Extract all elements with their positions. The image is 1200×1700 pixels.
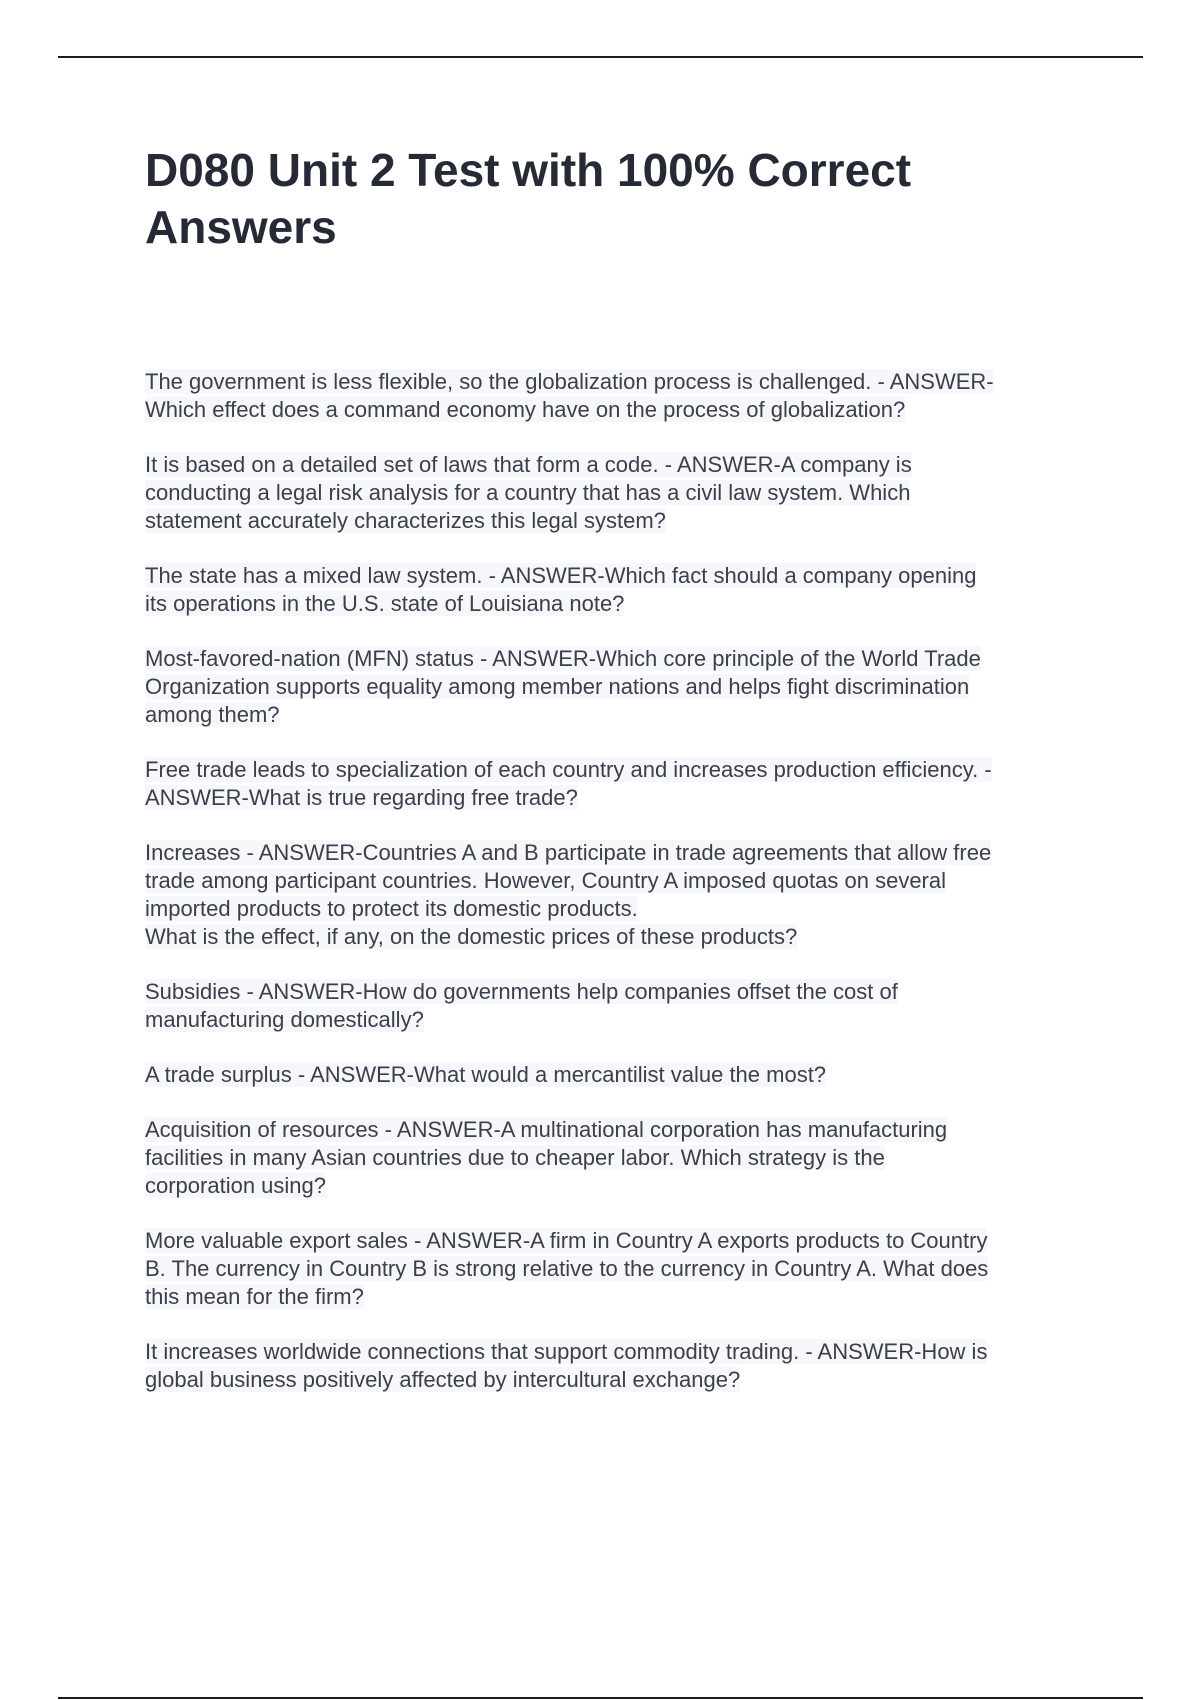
qa-item [145, 1116, 1080, 1200]
qa-line [145, 1172, 1080, 1200]
qa-line-text: Organization supports equality among member nations and helps fight discrimination [145, 674, 970, 699]
qa-line-text: B. The currency in Country B is strong relative to the currency in Country A. What does [145, 1256, 989, 1281]
qa-line [145, 645, 1080, 673]
qa-line [145, 590, 1080, 618]
qa-line-text: its operations in the U.S. state of Louisiana note? [145, 591, 625, 616]
qa-item [145, 1338, 1080, 1394]
qa-line [145, 1338, 1080, 1366]
qa-item [145, 1061, 1080, 1089]
qa-line [145, 1061, 1080, 1089]
qa-line [145, 1255, 1080, 1283]
qa-line-text: The state has a mixed law system. - ANSWER-Which fact should a company opening [145, 563, 977, 588]
qa-line [145, 756, 1080, 784]
qa-item [145, 645, 1080, 729]
qa-line-text: corporation using? [145, 1173, 327, 1198]
qa-line-text: this mean for the firm? [145, 1284, 364, 1309]
qa-line [145, 923, 1080, 951]
qa-line-text: statement accurately characterizes this legal system? [145, 508, 666, 533]
qa-line [145, 507, 1080, 535]
qa-line-text: trade among participant countries. However, Country A imposed quotas on several [145, 868, 947, 893]
top-divider [58, 56, 1143, 58]
qa-line-text: Free trade leads to specialization of each country and increases production efficiency. - [145, 757, 992, 782]
qa-line [145, 368, 1080, 396]
qa-line [145, 701, 1080, 729]
qa-line [145, 673, 1080, 701]
qa-line [145, 1006, 1080, 1034]
qa-line-text: What is the effect, if any, on the domestic prices of these products? [145, 924, 798, 949]
qa-line-text: ANSWER-What is true regarding free trade? [145, 785, 578, 810]
qa-line [145, 1366, 1080, 1394]
qa-line [145, 451, 1080, 479]
qa-line [145, 1227, 1080, 1255]
qa-line-text: conducting a legal risk analysis for a country that has a civil law system. Which [145, 480, 911, 505]
qa-line [145, 895, 1080, 923]
qa-item [145, 839, 1080, 951]
qa-line-text: More valuable export sales - ANSWER-A firm in Country A exports products to Country [145, 1228, 988, 1253]
document-title: D080 Unit 2 Test with 100% Correct Answers [145, 144, 912, 253]
qa-line-text: Most-favored-nation (MFN) status - ANSWER-Which core principle of the World Trade [145, 646, 981, 671]
bottom-divider [58, 1697, 1143, 1699]
qa-line-text: facilities in many Asian countries due to cheaper labor. Which strategy is the [145, 1145, 885, 1170]
qa-line [145, 839, 1080, 867]
qa-line [145, 396, 1080, 424]
qa-item [145, 451, 1080, 535]
qa-line-text: manufacturing domestically? [145, 1007, 424, 1032]
qa-line [145, 479, 1080, 507]
qa-line [145, 1116, 1080, 1144]
qa-line-text: Subsidies - ANSWER-How do governments help companies offset the cost of [145, 979, 898, 1004]
qa-line-text: Increases - ANSWER-Countries A and B participate in trade agreements that allow free [145, 840, 992, 865]
qa-line-text: It increases worldwide connections that support commodity trading. - ANSWER-How is [145, 1339, 988, 1364]
qa-line [145, 562, 1080, 590]
qa-line-text: imported products to protect its domestic products. [145, 896, 638, 921]
qa-item [145, 368, 1080, 424]
qa-line-text: It is based on a detailed set of laws that form a code. - ANSWER-A company is [145, 452, 912, 477]
qa-item [145, 562, 1080, 618]
qa-list [145, 368, 1080, 1421]
qa-line-text: The government is less flexible, so the globalization process is challenged. - ANSWER- [145, 369, 994, 394]
qa-line [145, 784, 1080, 812]
qa-line-text: Acquisition of resources - ANSWER-A multinational corporation has manufacturing [145, 1117, 948, 1142]
qa-line-text: A trade surplus - ANSWER-What would a mercantilist value the most? [145, 1062, 827, 1087]
qa-line [145, 978, 1080, 1006]
qa-line [145, 1283, 1080, 1311]
qa-line [145, 1144, 1080, 1172]
qa-line-text: global business positively affected by intercultural exchange? [145, 1367, 741, 1392]
qa-line [145, 867, 1080, 895]
qa-item [145, 756, 1080, 812]
qa-line-text: among them? [145, 702, 280, 727]
qa-item [145, 978, 1080, 1034]
qa-line-text: Which effect does a command economy have on the process of globalization? [145, 397, 906, 422]
qa-item [145, 1227, 1080, 1311]
